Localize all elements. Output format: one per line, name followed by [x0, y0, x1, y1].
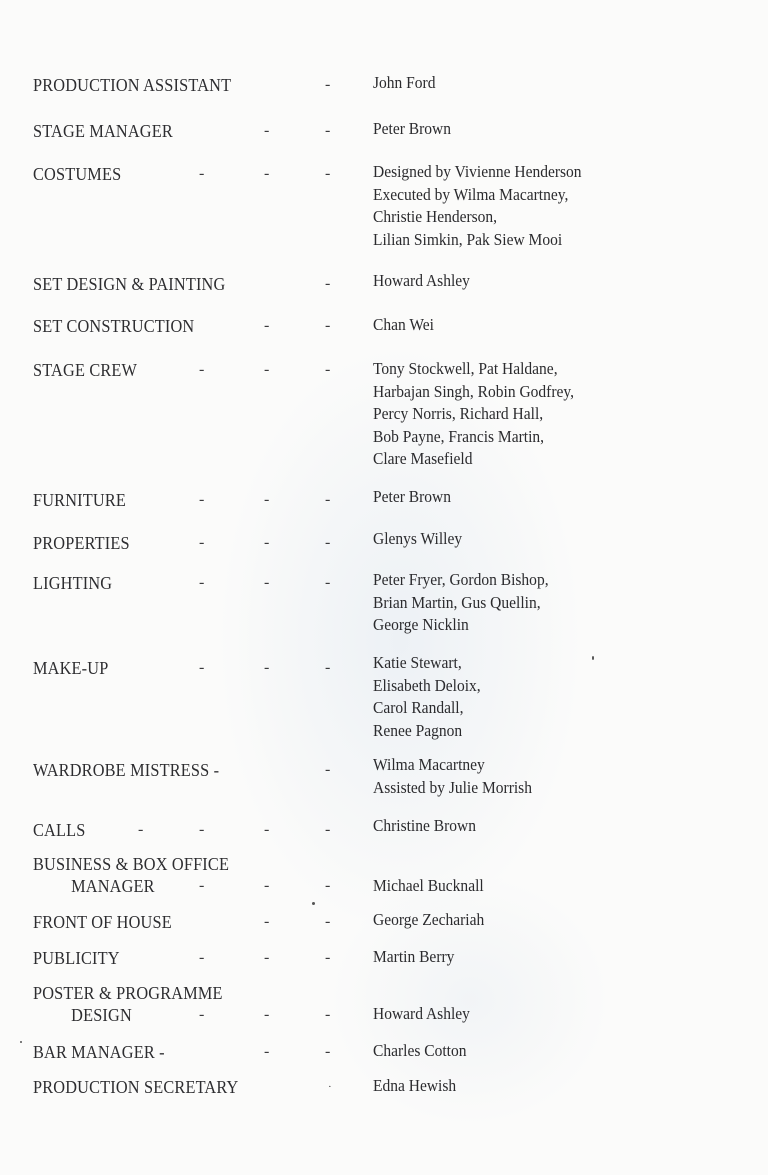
credit-name-line: Executed by Wilma Macartney, — [373, 184, 569, 204]
separator-dash: - — [264, 821, 270, 838]
credit-name-line: Glenys Willey — [373, 529, 463, 548]
scan-speck — [592, 656, 594, 660]
separator-dash: - — [264, 491, 270, 508]
credit-names — [373, 118, 451, 141]
credit-name-line: George Nicklin — [373, 615, 469, 634]
credit-name-line: Michael Bucknall — [373, 876, 484, 895]
separator-dash: - — [264, 361, 270, 378]
role-label: FRONT OF HOUSE — [33, 912, 172, 932]
separator-dash: - — [325, 361, 331, 378]
credit-name-line: Renee Pagnon — [373, 720, 463, 740]
role-label: PRODUCTION SECRETARY — [33, 1077, 239, 1097]
separator-dash: - — [199, 877, 205, 894]
role-label: STAGE MANAGER — [33, 121, 173, 141]
separator-dash: - — [199, 165, 205, 182]
credit-names — [373, 815, 476, 838]
separator-dash: - — [325, 491, 331, 508]
role-label: PROPERTIES — [33, 533, 130, 553]
separator-dash: - — [325, 275, 331, 292]
separator-dash: - — [264, 534, 270, 551]
credit-name-line: Tony Stockwell, Pat Haldane, — [373, 359, 558, 378]
scan-speck — [20, 1041, 22, 1043]
credit-name-line: Howard Ashley — [373, 271, 470, 290]
credit-name-line: Wilma Macartney — [373, 755, 485, 774]
credit-name-line: Brian Martin, Gus Quellin, — [373, 592, 541, 612]
role-label: PRODUCTION ASSISTANT — [33, 75, 232, 95]
separator-dash: - — [264, 1006, 270, 1023]
separator-dash: - — [199, 491, 205, 508]
separator-dash: - — [264, 1043, 270, 1060]
separator-dash: - — [264, 659, 270, 676]
role-label: BAR MANAGER - — [33, 1042, 165, 1062]
credit-names — [373, 358, 574, 471]
separator-dash: - — [325, 317, 331, 334]
credit-names — [373, 486, 451, 509]
separator-dash: - — [199, 821, 205, 838]
separator-dash: - — [264, 574, 270, 591]
separator-dot: · — [328, 1081, 332, 1093]
credit-name-line: Christie Henderson, — [373, 207, 498, 226]
credit-names — [373, 569, 549, 637]
separator-dash: - — [199, 534, 205, 551]
credit-names — [373, 946, 454, 969]
separator-dash: - — [264, 949, 270, 966]
credit-name-line: Elisabeth Deloix, — [373, 675, 481, 695]
separator-dash: - — [325, 877, 331, 894]
credit-name-line: Assisted by Julie Morrish — [373, 777, 532, 797]
credit-name-line: Peter Brown — [373, 487, 451, 506]
separator-dash: - — [264, 913, 270, 930]
credit-name-line: Lilian Simkin, Pak Siew Mooi — [373, 229, 563, 249]
role-label: PUBLICITY — [33, 948, 120, 968]
credit-name-line: Percy Norris, Richard Hall, — [373, 404, 544, 423]
separator-dash: - — [199, 659, 205, 676]
credit-names — [373, 270, 470, 293]
credit-name-line: Charles Cotton — [373, 1041, 467, 1060]
role-label: WARDROBE MISTRESS - — [33, 760, 220, 780]
separator-dash: - — [199, 361, 205, 378]
credit-name-line: Katie Stewart, — [373, 653, 462, 672]
credit-names — [373, 314, 434, 337]
separator-dash: - — [325, 534, 331, 551]
role-label: CALLS — [33, 820, 86, 840]
credit-names — [373, 909, 484, 932]
credit-name-line: Designed by Vivienne Henderson — [373, 162, 582, 181]
role-label: SET DESIGN & PAINTING — [33, 274, 226, 294]
credit-name-line: Christine Brown — [373, 816, 476, 835]
role-label-line: POSTER & PROGRAMME — [33, 983, 223, 1003]
credit-names — [373, 161, 582, 251]
credit-names — [373, 754, 532, 799]
credit-name-line: Edna Hewish — [373, 1076, 457, 1095]
separator-dash: - — [264, 317, 270, 334]
credit-names — [373, 1075, 456, 1098]
role-label: COSTUMES — [33, 164, 122, 184]
scan-speck — [312, 902, 315, 905]
separator-dash: - — [199, 949, 205, 966]
role-label-continuation: MANAGER — [71, 876, 155, 896]
separator-dash: - — [325, 913, 331, 930]
role-label: SET CONSTRUCTION — [33, 316, 195, 336]
credit-name-line: Peter Brown — [373, 119, 451, 138]
credit-names — [373, 875, 484, 898]
credit-names — [373, 1003, 470, 1026]
separator-dash: - — [199, 1006, 205, 1023]
credit-names — [373, 1040, 466, 1063]
separator-dash: - — [325, 122, 331, 139]
separator-dash: - — [325, 1043, 331, 1060]
separator-dash: - — [325, 761, 331, 778]
role-label: MAKE-UP — [33, 658, 109, 678]
separator-dash: - — [325, 574, 331, 591]
separator-dash: - — [325, 821, 331, 838]
credit-name-line: Bob Payne, Francis Martin, — [373, 426, 545, 446]
credit-name-line: John Ford — [373, 73, 436, 92]
separator-dash: - — [325, 1006, 331, 1023]
separator-dash: - — [325, 76, 331, 93]
credit-names — [373, 652, 481, 742]
credit-name-line: Clare Masefield — [373, 449, 473, 468]
separator-dash: - — [325, 165, 331, 182]
separator-dash: - — [264, 122, 270, 139]
credit-names — [373, 528, 462, 551]
separator-dash: - — [264, 877, 270, 894]
credit-name-line: George Zechariah — [373, 910, 485, 929]
role-label: STAGE CREW — [33, 360, 138, 380]
credit-name-line: Peter Fryer, Gordon Bishop, — [373, 570, 549, 589]
role-label-continuation: DESIGN — [71, 1005, 132, 1025]
credit-name-line: Harbajan Singh, Robin Godfrey, — [373, 381, 575, 401]
credit-name-line: Howard Ashley — [373, 1004, 470, 1023]
separator-dash: - — [199, 574, 205, 591]
credit-name-line: Carol Randall, — [373, 698, 464, 717]
separator-dash: - — [264, 165, 270, 182]
credit-names — [373, 72, 435, 95]
role-label — [33, 982, 223, 1026]
credit-name-line: Martin Berry — [373, 947, 455, 966]
separator-dash: - — [325, 659, 331, 676]
separator-dash: - — [325, 949, 331, 966]
credit-name-line: Chan Wei — [373, 315, 434, 334]
role-label-line: BUSINESS & BOX OFFICE — [33, 854, 230, 874]
separator-dash: - — [138, 821, 144, 838]
role-label: FURNITURE — [33, 490, 126, 510]
role-label: LIGHTING — [33, 573, 113, 593]
